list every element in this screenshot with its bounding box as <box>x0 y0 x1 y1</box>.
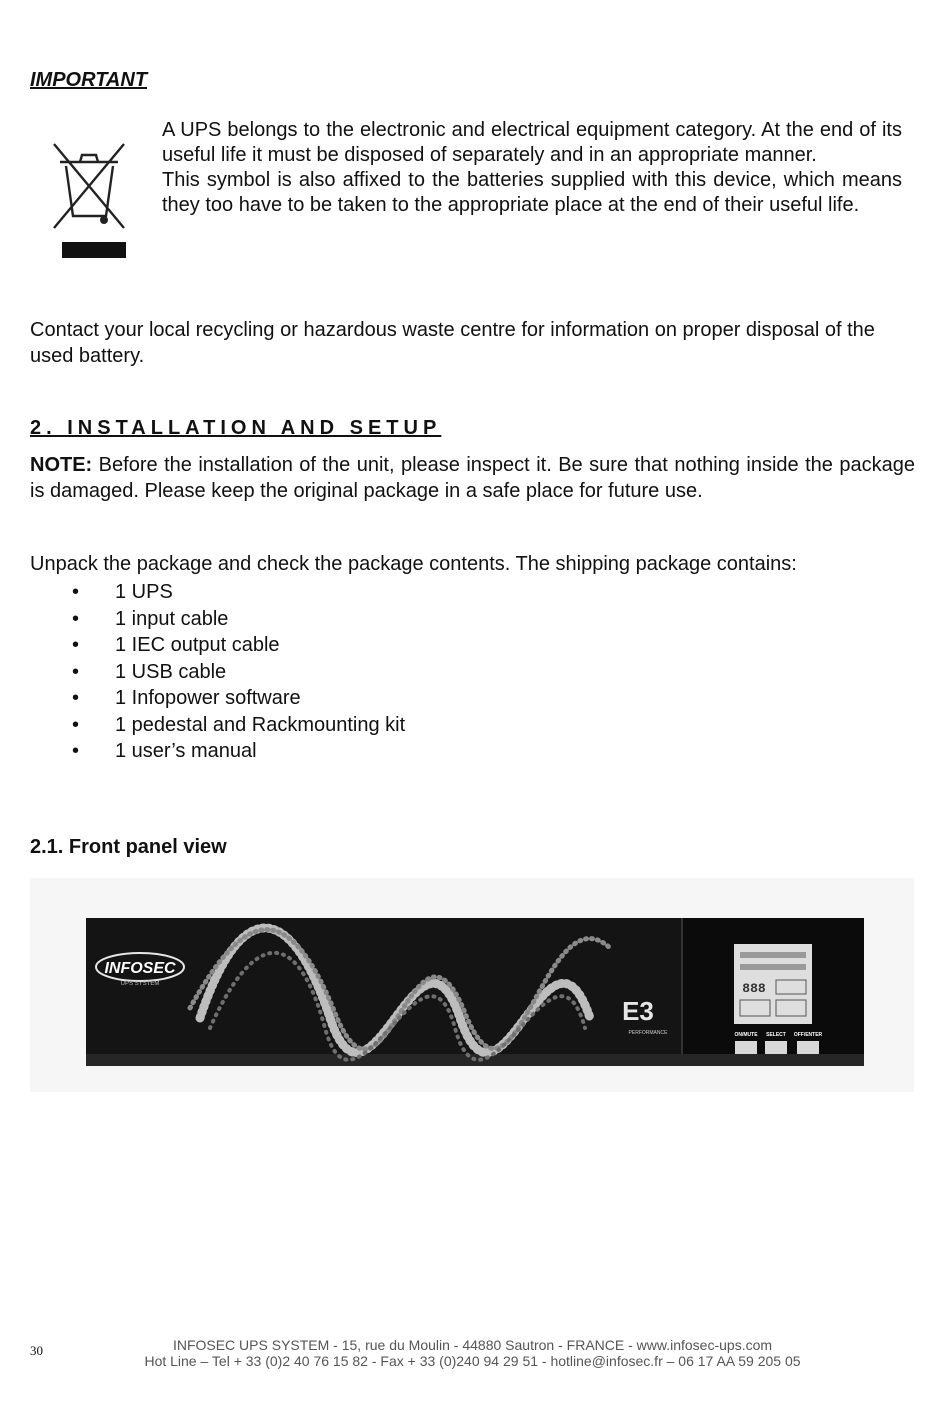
list-item: • 1 pedestal and Rackmounting kit <box>30 712 405 739</box>
important-heading: IMPORTANT <box>30 69 148 91</box>
crossed-out-wheelie-bin-icon <box>52 140 132 270</box>
important-paragraph-1: A UPS belongs to the electronic and electrical equipment category. At the end of its useful life it must be disposed of separately and in an appropriate manner. <box>162 119 902 166</box>
unpack-paragraph: Unpack the package and check the package contents. The shipping package contains: <box>30 553 797 575</box>
bullet: • <box>72 687 80 709</box>
front-panel-illustration <box>30 878 914 1092</box>
list-item: • 1 IEC output cable <box>30 632 405 659</box>
important-text <box>162 118 902 218</box>
list-item: • 1 input cable <box>30 606 405 633</box>
off-enter-button <box>797 1041 819 1054</box>
on-mute-button <box>735 1041 757 1054</box>
model-sub-text: PERFORMANCE <box>628 1030 668 1036</box>
important-paragraph-2: This symbol is also affixed to the batteries supplied with this device, which means they too have to be taken to the appropriate place at the end of their useful life. <box>162 169 902 216</box>
note-paragraph <box>30 453 915 504</box>
list-item: • 1 UPS <box>30 579 405 606</box>
bullet: • <box>72 581 80 603</box>
brand-text: INFOSEC <box>104 960 176 977</box>
footer-line-2: Hot Line – Tel + 33 (0)2 40 76 15 82 - Fax + 33 (0)240 94 29 51 - hotline@infosec.fr – 06 17 AA 59 205 05 <box>144 1353 801 1369</box>
brand-sub-text: UPS SYSTEM <box>120 981 160 987</box>
button-label-select: SELECT <box>766 1032 786 1038</box>
subsection-title: 2.1. Front panel view <box>30 836 227 858</box>
model-mark: E3 <box>622 996 654 1026</box>
list-item: • 1 Infopower software <box>30 685 405 712</box>
button-label-off-enter: OFF/ENTER <box>793 1032 823 1038</box>
select-button <box>765 1041 787 1054</box>
page-number: 30 <box>30 1343 43 1358</box>
bullet: • <box>72 607 80 630</box>
list-item: • 1 USB cable <box>30 659 405 686</box>
note-text: Before the installation of the unit, please inspect it. Be sure that nothing inside the package is damaged. Please keep the original package in a safe place for future use. <box>30 454 915 502</box>
contact-paragraph: Contact your local recycling or hazardous waste centre for information on proper disposal of the used battery. <box>30 319 875 367</box>
bullet: • <box>72 660 80 683</box>
note-label: NOTE: <box>30 454 93 476</box>
bullet: • <box>72 634 80 656</box>
footer-line-1: INFOSEC UPS SYSTEM - 15, rue du Moulin - 44880 Sautron - FRANCE - www.infosec-ups.com <box>172 1337 773 1353</box>
list-item: • 1 user’s manual <box>30 738 405 765</box>
bullet: • <box>72 740 80 762</box>
bullet: • <box>72 713 80 736</box>
lcd-digits: 888 <box>742 981 766 996</box>
button-label-on-mute: ON/MUTE <box>734 1032 758 1038</box>
section-title: 2. INSTALLATION AND SETUP <box>30 417 442 439</box>
package-contents-list <box>30 579 405 765</box>
footer <box>0 1337 945 1369</box>
front-panel-image <box>30 878 914 1092</box>
